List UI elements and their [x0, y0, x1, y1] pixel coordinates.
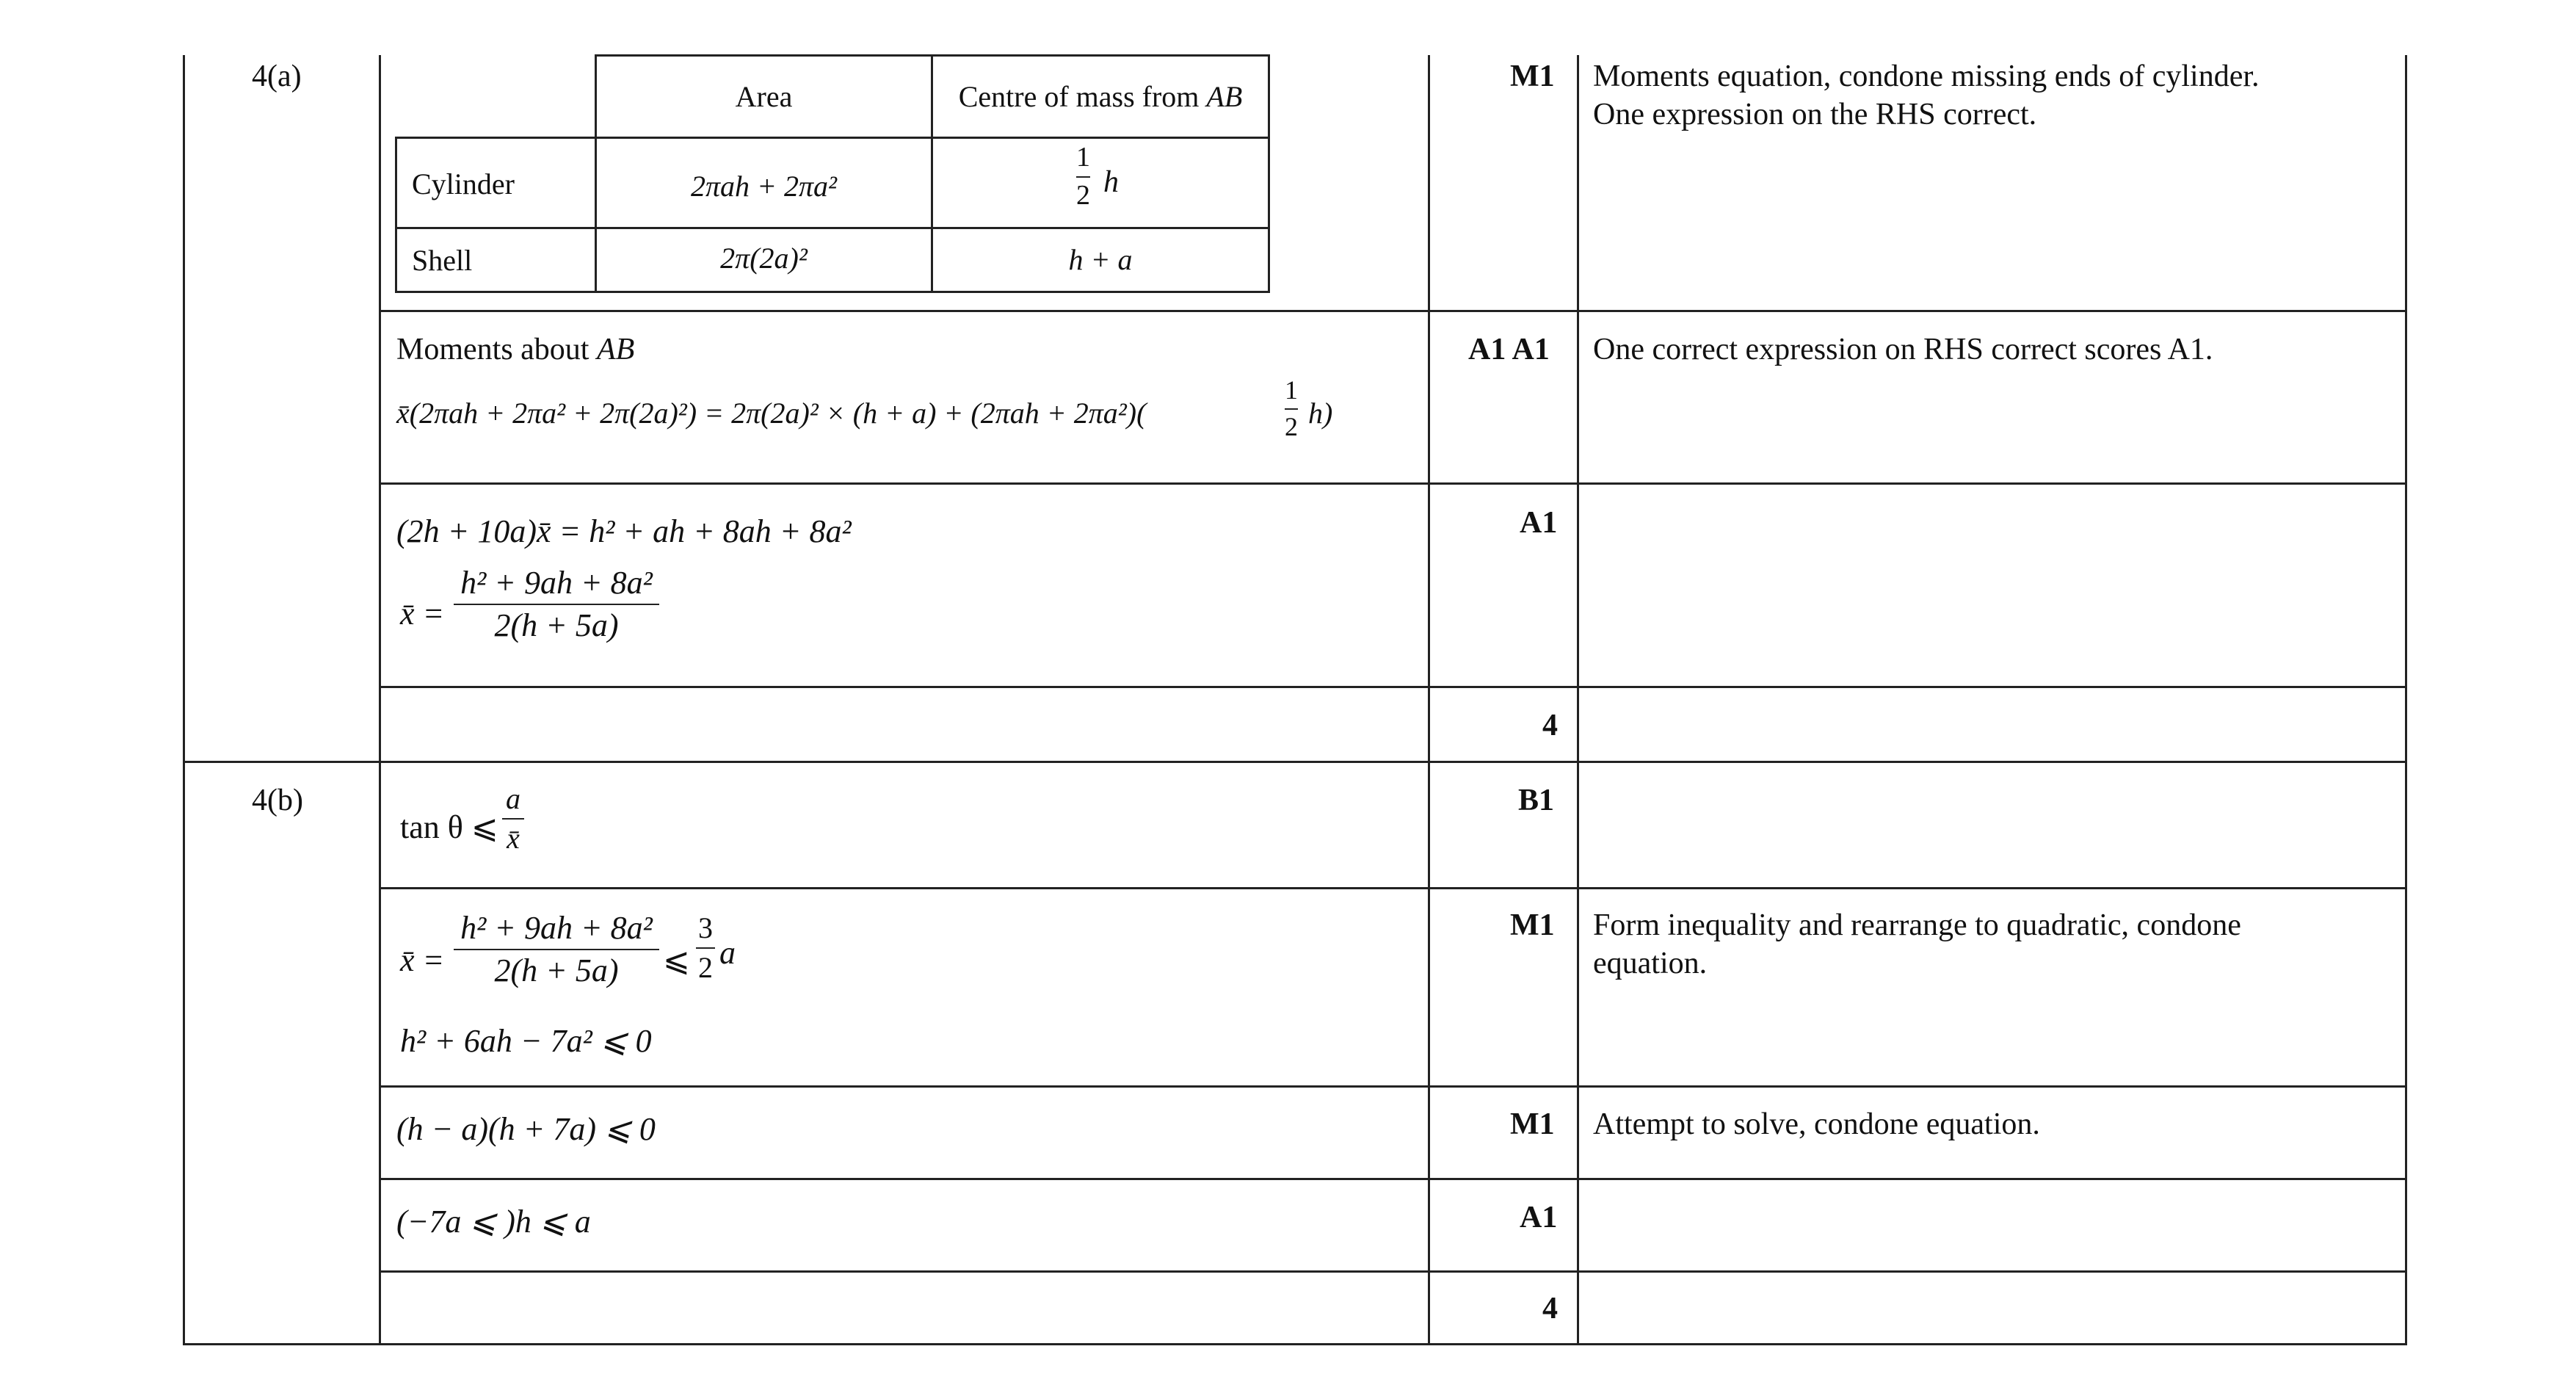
table-line [395, 137, 1270, 139]
grid-line [379, 686, 2407, 688]
mark-a1-solution: A1 [1520, 1201, 1558, 1234]
factorised-inequality: (h − a)(h + 7a) ⩽ 0 [396, 1111, 656, 1147]
fraction-numerator: a [506, 782, 520, 815]
mark-m1-attempt-solve: M1 [1510, 1107, 1555, 1141]
total-marks-4a: 4 [1542, 709, 1558, 742]
fraction-numerator: 1 [1076, 142, 1090, 173]
mark-b1: B1 [1518, 784, 1555, 817]
table-line [395, 291, 1270, 293]
fraction-numerator: 3 [698, 911, 713, 944]
xbar-fraction [454, 565, 659, 644]
row-shell-label: Shell [412, 244, 473, 277]
guidance-note-1-line1: Moments equation, condone missing ends of cylinder. [1593, 59, 2260, 93]
xbar-equals: x̄ = [400, 596, 445, 632]
table-line [395, 137, 397, 293]
row-cylinder-label: Cylinder [412, 167, 515, 200]
grid-line [183, 1343, 2407, 1345]
row-cylinder-com-variable: h [1103, 165, 1119, 199]
guidance-note-1-line2: One expression on the RHS correct. [1593, 98, 2037, 131]
fraction-bar [1285, 408, 1298, 410]
table-line [395, 227, 1270, 229]
mark-m1: M1 [1510, 59, 1555, 93]
grid-line [2405, 55, 2407, 1344]
guidance-note-3-line1: Form inequality and rearrange to quadratic, condone [1593, 908, 2241, 942]
solution-range: (−7a ⩽ )h ⩽ a [396, 1204, 591, 1240]
grid-line [183, 761, 2407, 763]
question-label-4b: 4(b) [252, 784, 303, 817]
guidance-note-3-line2: equation. [1593, 947, 1708, 980]
moments-label [396, 330, 634, 369]
grid-line [1428, 55, 1430, 1344]
moments-equation-fraction [1285, 376, 1298, 441]
grid-line [379, 1178, 2407, 1180]
ineq-xbar-equals: x̄ = [400, 942, 445, 978]
table-line [1268, 54, 1270, 293]
header-area: Area [735, 80, 793, 113]
tan-fraction [502, 783, 524, 855]
fraction-denominator: 2 [698, 951, 713, 984]
grid-line [1577, 55, 1579, 1344]
ineq-variable-a: a [719, 935, 736, 971]
fraction-bar [454, 949, 659, 950]
ineq-le-sign: ⩽ [663, 942, 690, 978]
grid-line [379, 310, 2407, 312]
fraction-denominator: x̄ [507, 822, 520, 855]
grid-line [183, 55, 185, 1344]
grid-line [379, 482, 2407, 485]
row-cylinder-area: 2πah + 2πa² [690, 170, 838, 203]
fraction-numerator: h² + 9ah + 8a² [460, 565, 653, 601]
quadratic-inequality: h² + 6ah − 7a² ⩽ 0 [400, 1023, 652, 1059]
total-marks-4b: 4 [1542, 1292, 1558, 1326]
mark-m1-form-inequality: M1 [1510, 908, 1555, 942]
fraction-denominator: 2 [1076, 179, 1090, 211]
fraction-bar [502, 818, 524, 820]
fraction-denominator: 2(h + 5a) [494, 952, 619, 989]
grid-line [379, 1270, 2407, 1273]
guidance-note-4: Attempt to solve, condone equation. [1593, 1107, 2040, 1141]
row-shell-com: h + a [1068, 243, 1133, 276]
ineq-fraction [454, 911, 659, 989]
row-cylinder-com-fraction [1076, 142, 1090, 211]
moments-equation-tail: h) [1308, 397, 1333, 430]
fraction-bar [1076, 176, 1090, 178]
moments-label-text: Moments about [396, 333, 597, 366]
grid-line [379, 1085, 2407, 1088]
fraction-bar [696, 947, 715, 949]
mark-a1a1: A1 A1 [1468, 333, 1550, 366]
header-centre-of-mass: Centre of mass from AB [958, 80, 1243, 113]
guidance-note-2: One correct expression on RHS correct scores A1. [1593, 333, 2213, 366]
fraction-denominator: 2 [1285, 411, 1298, 441]
grid-line [379, 887, 2407, 889]
fraction-numerator: 1 [1285, 375, 1298, 405]
moments-equation: x̄(2πah + 2πa² + 2π(2a)²) = 2π(2a)² × (h + a) + (2πah + 2πa²)( [396, 397, 1147, 430]
simplified-equation: (2h + 10a)x̄ = h² + ah + 8ah + 8a² [396, 513, 852, 549]
fraction-numerator: h² + 9ah + 8a² [460, 910, 653, 946]
fraction-bar [454, 604, 659, 605]
fraction-denominator: 2(h + 5a) [494, 607, 619, 644]
ineq-three-halves [696, 912, 715, 984]
grid-line [379, 55, 381, 1344]
tan-inequality: tan θ ⩽ [400, 809, 498, 845]
mark-a1: A1 [1520, 506, 1558, 540]
row-shell-area: 2π(2a)² [720, 242, 808, 275]
moments-label-ab: AB [596, 333, 635, 366]
question-label-4a: 4(a) [252, 59, 302, 93]
